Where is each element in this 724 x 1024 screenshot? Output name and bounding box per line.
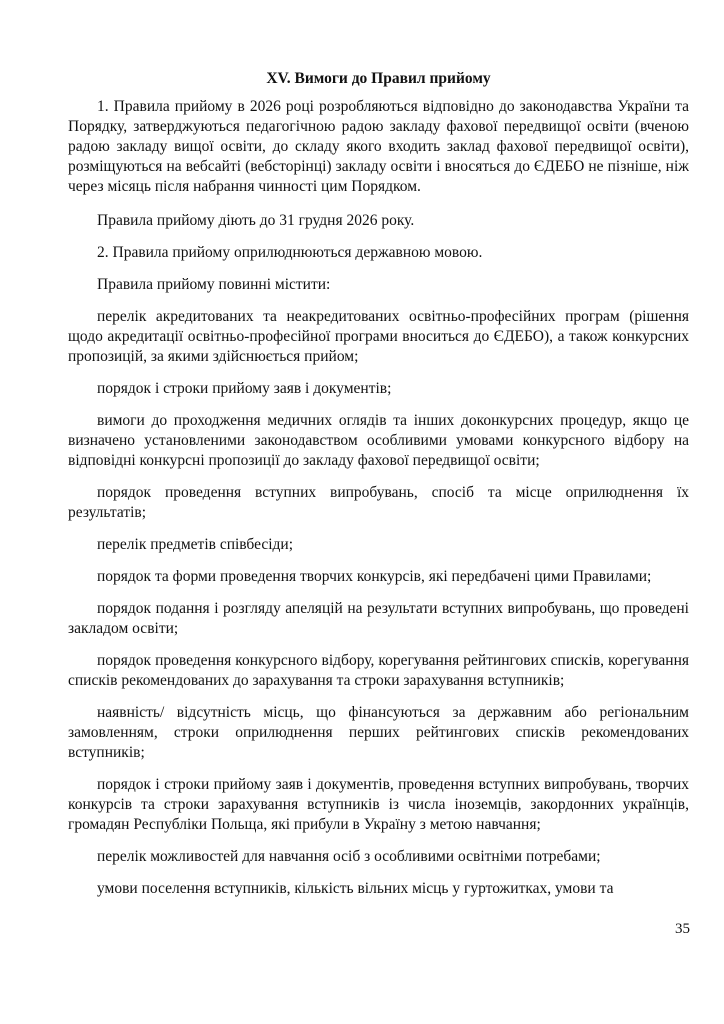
- page-number: 35: [675, 921, 690, 937]
- paragraph-11: порядок подання і розгляду апеляцій на результати вступних випробувань, що проведені закладом освіти;: [68, 600, 689, 637]
- paragraph-16: умови поселення вступників, кількість вільних місць у гуртожитках, умови та: [97, 880, 614, 897]
- paragraph-4: Правила прийому повинні містити:: [97, 276, 331, 293]
- paragraph-15: перелік можливостей для навчання осіб з особливими освітніми потребами;: [97, 848, 601, 865]
- paragraph-3: 2. Правила прийому оприлюднюються державною мовою.: [97, 244, 483, 261]
- paragraph-12: порядок проведення конкурсного відбору, корегування рейтингових списків, корегування списків рекомендованих до зарахування та строки зарахування вступників;: [68, 652, 689, 689]
- paragraph-8: порядок проведення вступних випробувань, спосіб та місце оприлюднення їх результатів;: [68, 484, 689, 521]
- paragraph-2: Правила прийому діють до 31 грудня 2026 року.: [97, 212, 415, 229]
- section-heading: XV. Вимоги до Правил прийому: [266, 70, 491, 87]
- paragraph-14: порядок і строки прийому заяв і документів, проведення вступних випробувань, творчих конкурсів та строки зарахування вступників із числа іноземців, закордонних українців, громадян Республіки Польща, які прибули в Україну з метою навчання;: [68, 776, 689, 833]
- paragraph-6: порядок і строки прийому заяв і документів;: [97, 380, 392, 397]
- paragraph-1: 1. Правила прийому в 2026 році розробляються відповідно до законодавства України та Порядку, затверджуються педагогічною радою закладу фахової передвищої освіти (вченою радою закладу вищої освіти, до складу якого входить заклад фахової передвищої освіти), розміщуються на вебсайті (вебсторінці) закладу освіти і вносяться до ЄДЕБО не пізніше, ніж через місяць після набрання чинності цим Порядком.: [68, 98, 689, 195]
- paragraph-7: вимоги до проходження медичних оглядів та інших доконкурсних процедур, якщо це визначено установленими законодавством особливими умовами конкурсного відбору на відповідні конкурсні пропозиції до закладу фахової передвищої освіти;: [68, 412, 689, 469]
- document-body: [68, 69, 689, 911]
- paragraph-9: перелік предметів співбесіди;: [97, 536, 294, 553]
- paragraph-5: перелік акредитованих та неакредитованих освітньо-професійних програм (рішення щодо акредитації освітньо-професійної програми вноситься до ЄДЕБО), а також конкурсних пропозицій, за якими здійснюється прийом;: [68, 308, 689, 365]
- paragraph-13: наявність/ відсутність місць, що фінансуються за державним або регіональним замовленням, строки оприлюднення перших рейтингових списків рекомендованих вступників;: [68, 704, 689, 761]
- paragraph-10: порядок та форми проведення творчих конкурсів, які передбачені цими Правилами;: [97, 568, 652, 585]
